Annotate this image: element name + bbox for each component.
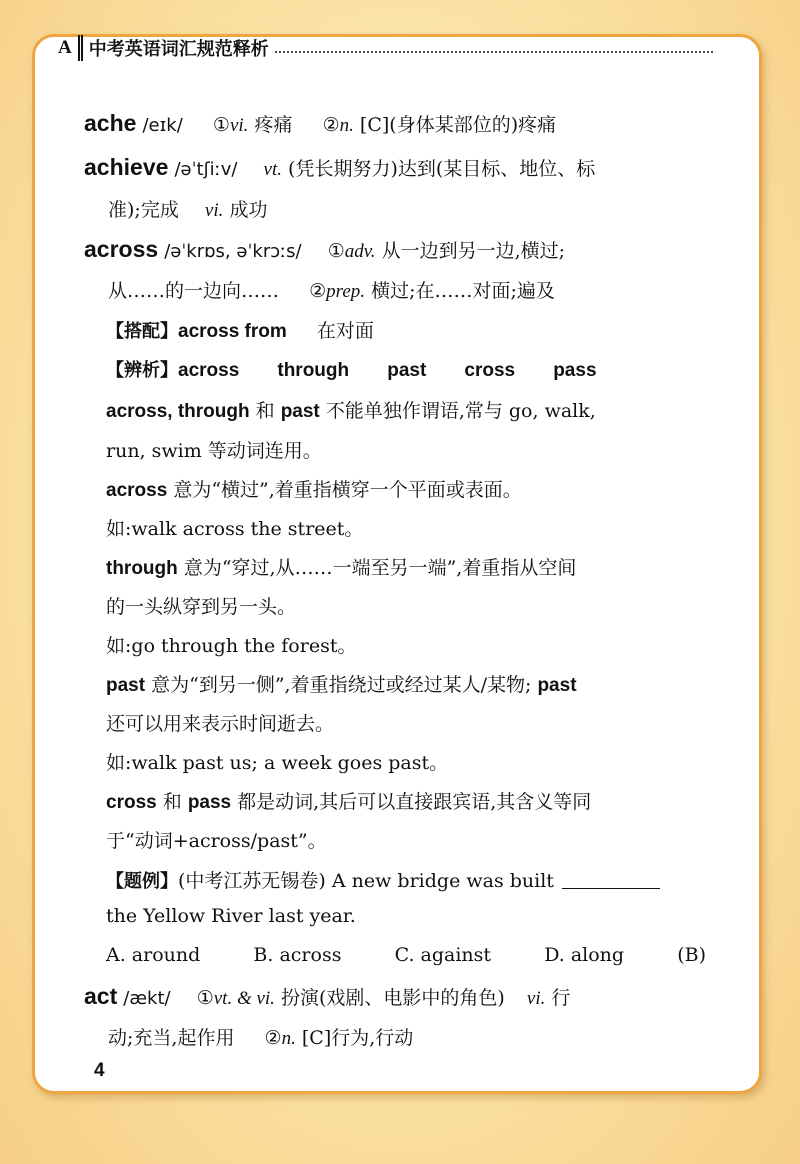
entry-achieve: [84, 154, 595, 181]
headword: achieve: [84, 154, 169, 180]
note-keyword: past: [106, 675, 146, 696]
part-of-speech: n.: [281, 1028, 296, 1049]
option-a: A. around: [106, 944, 201, 966]
exercise-line: [106, 866, 660, 893]
note-text: 和: [162, 791, 182, 813]
sense-number: ①: [196, 987, 214, 1009]
note-text: 意为“横过”,着重指横穿一个平面或表面。: [173, 479, 522, 501]
example-line: [106, 748, 448, 775]
definition: 准);完成: [108, 199, 179, 221]
definition: 行: [551, 987, 571, 1009]
note-text: 的一头纵穿到另一头。: [106, 596, 297, 618]
analysis-note-1-cont: [106, 436, 322, 463]
sense-number: ②: [322, 114, 340, 136]
part-of-speech: n.: [339, 115, 354, 136]
header-divider: [78, 35, 83, 61]
analysis-line: [106, 356, 597, 382]
section-letter: A: [58, 37, 72, 58]
running-header: [58, 36, 713, 60]
example-line: [106, 514, 363, 541]
note-text: 和: [255, 400, 275, 422]
example-line: [106, 631, 356, 658]
part-of-speech: vi.: [229, 115, 249, 136]
definition: 成功: [229, 199, 268, 221]
entry-ache: [84, 110, 556, 137]
definition: 动;充当,起作用: [108, 1027, 235, 1049]
definition: [C](身体某部位的)疼痛: [359, 114, 557, 136]
entry-act-cont: [108, 1023, 413, 1050]
definition: 横过;在……对面;遍及: [371, 280, 555, 302]
option-d: D. along: [544, 944, 625, 966]
analysis-word: cross: [464, 360, 516, 381]
exercise-options: [106, 944, 706, 966]
entry-across: [84, 236, 565, 263]
example-text: 如:go through the forest。: [106, 635, 357, 657]
phonetic: /eɪk/: [142, 115, 183, 136]
note-text: 还可以用来表示时间逝去。: [106, 713, 335, 735]
analysis-note-3-cont: [106, 592, 296, 619]
note-text: 都是动词,其后可以直接跟宾语,其含义等同: [237, 791, 592, 813]
note-keyword: across, through: [106, 401, 250, 422]
analysis-tag: 【辨析】: [106, 360, 178, 381]
note-text: 意为“到另一侧”,着重指绕过或经过某人/某物;: [151, 674, 532, 696]
exercise-source: (中考江苏无锡卷): [178, 870, 326, 892]
note-text: run, swim 等动词连用。: [106, 440, 322, 462]
definition: [C]行为,行动: [301, 1027, 414, 1049]
definition: 扮演(戏剧、电影中的角色): [280, 987, 505, 1009]
analysis-note-3: [106, 553, 576, 580]
analysis-word: pass: [553, 360, 597, 381]
analysis-word: through: [277, 360, 350, 381]
exercise-sentence: A new bridge was built: [331, 870, 554, 892]
phonetic: /əˈtʃiːv/: [174, 159, 238, 180]
exercise-line-cont: [106, 905, 356, 927]
exercise-tag: 【题例】: [106, 871, 178, 892]
headword: act: [84, 983, 118, 1009]
note-text: 意为“穿过,从……一端至另一端”,着重指从空间: [183, 557, 577, 579]
analysis-note-4: [106, 670, 577, 697]
option-b: B. across: [253, 944, 342, 966]
page-number: 4: [94, 1060, 105, 1081]
analysis-note-5: [106, 787, 591, 814]
part-of-speech: vt.: [263, 159, 282, 180]
note-text: 于“动词+across/past”。: [106, 830, 327, 852]
analysis-word: across: [178, 360, 240, 381]
entry-across-cont: [108, 276, 555, 303]
exercise-answer: (B): [677, 944, 706, 966]
definition: 从……的一边向……: [108, 280, 280, 302]
collocation-phrase: across from: [178, 321, 287, 342]
note-keyword: past: [537, 675, 577, 696]
entry-achieve-cont: [108, 195, 267, 222]
definition: 从一边到另一边,横过;: [381, 240, 566, 262]
book-title: 中考英语词汇规范释析: [88, 39, 269, 60]
part-of-speech: vi.: [526, 988, 546, 1009]
sense-number: ①: [327, 240, 345, 262]
phonetic: /əˈkrɒs, əˈkrɔːs/: [164, 241, 302, 262]
analysis-word: past: [387, 360, 427, 381]
definition: 疼痛: [254, 114, 293, 136]
exercise-sentence: the Yellow River last year.: [106, 905, 356, 927]
sense-number: ①: [212, 114, 230, 136]
headword: across: [84, 236, 159, 262]
collocation-line: [106, 316, 374, 343]
note-keyword: across: [106, 480, 168, 501]
analysis-note-1: [106, 396, 596, 423]
note-keyword: past: [280, 401, 320, 422]
part-of-speech: vi.: [204, 200, 224, 221]
sense-number: ②: [309, 280, 327, 302]
option-c: C. against: [394, 944, 492, 966]
note-keyword: cross: [106, 792, 157, 813]
part-of-speech: vt. & vi.: [213, 988, 275, 1009]
phonetic: /ækt/: [123, 988, 171, 1009]
collocation-definition: 在对面: [316, 320, 374, 342]
example-text: 如:walk past us; a week goes past。: [106, 752, 449, 774]
definition: (凭长期努力)达到(某目标、地位、标: [288, 158, 596, 180]
collocation-tag: 【搭配】: [106, 321, 178, 342]
sense-number: ②: [264, 1027, 282, 1049]
headword: ache: [84, 110, 137, 136]
note-keyword: pass: [187, 792, 232, 813]
analysis-note-5-cont: [106, 826, 327, 853]
entry-act: [84, 983, 570, 1010]
analysis-note-4-cont: [106, 709, 334, 736]
header-dotted-rule: [275, 51, 713, 53]
analysis-note-2: [106, 475, 522, 502]
part-of-speech: adv.: [344, 241, 376, 262]
note-text: 不能单独作谓语,常与 go, walk,: [325, 400, 596, 422]
example-text: 如:walk across the street。: [106, 518, 364, 540]
answer-blank[interactable]: [562, 870, 660, 889]
note-keyword: through: [106, 558, 178, 579]
part-of-speech: prep.: [326, 281, 366, 302]
